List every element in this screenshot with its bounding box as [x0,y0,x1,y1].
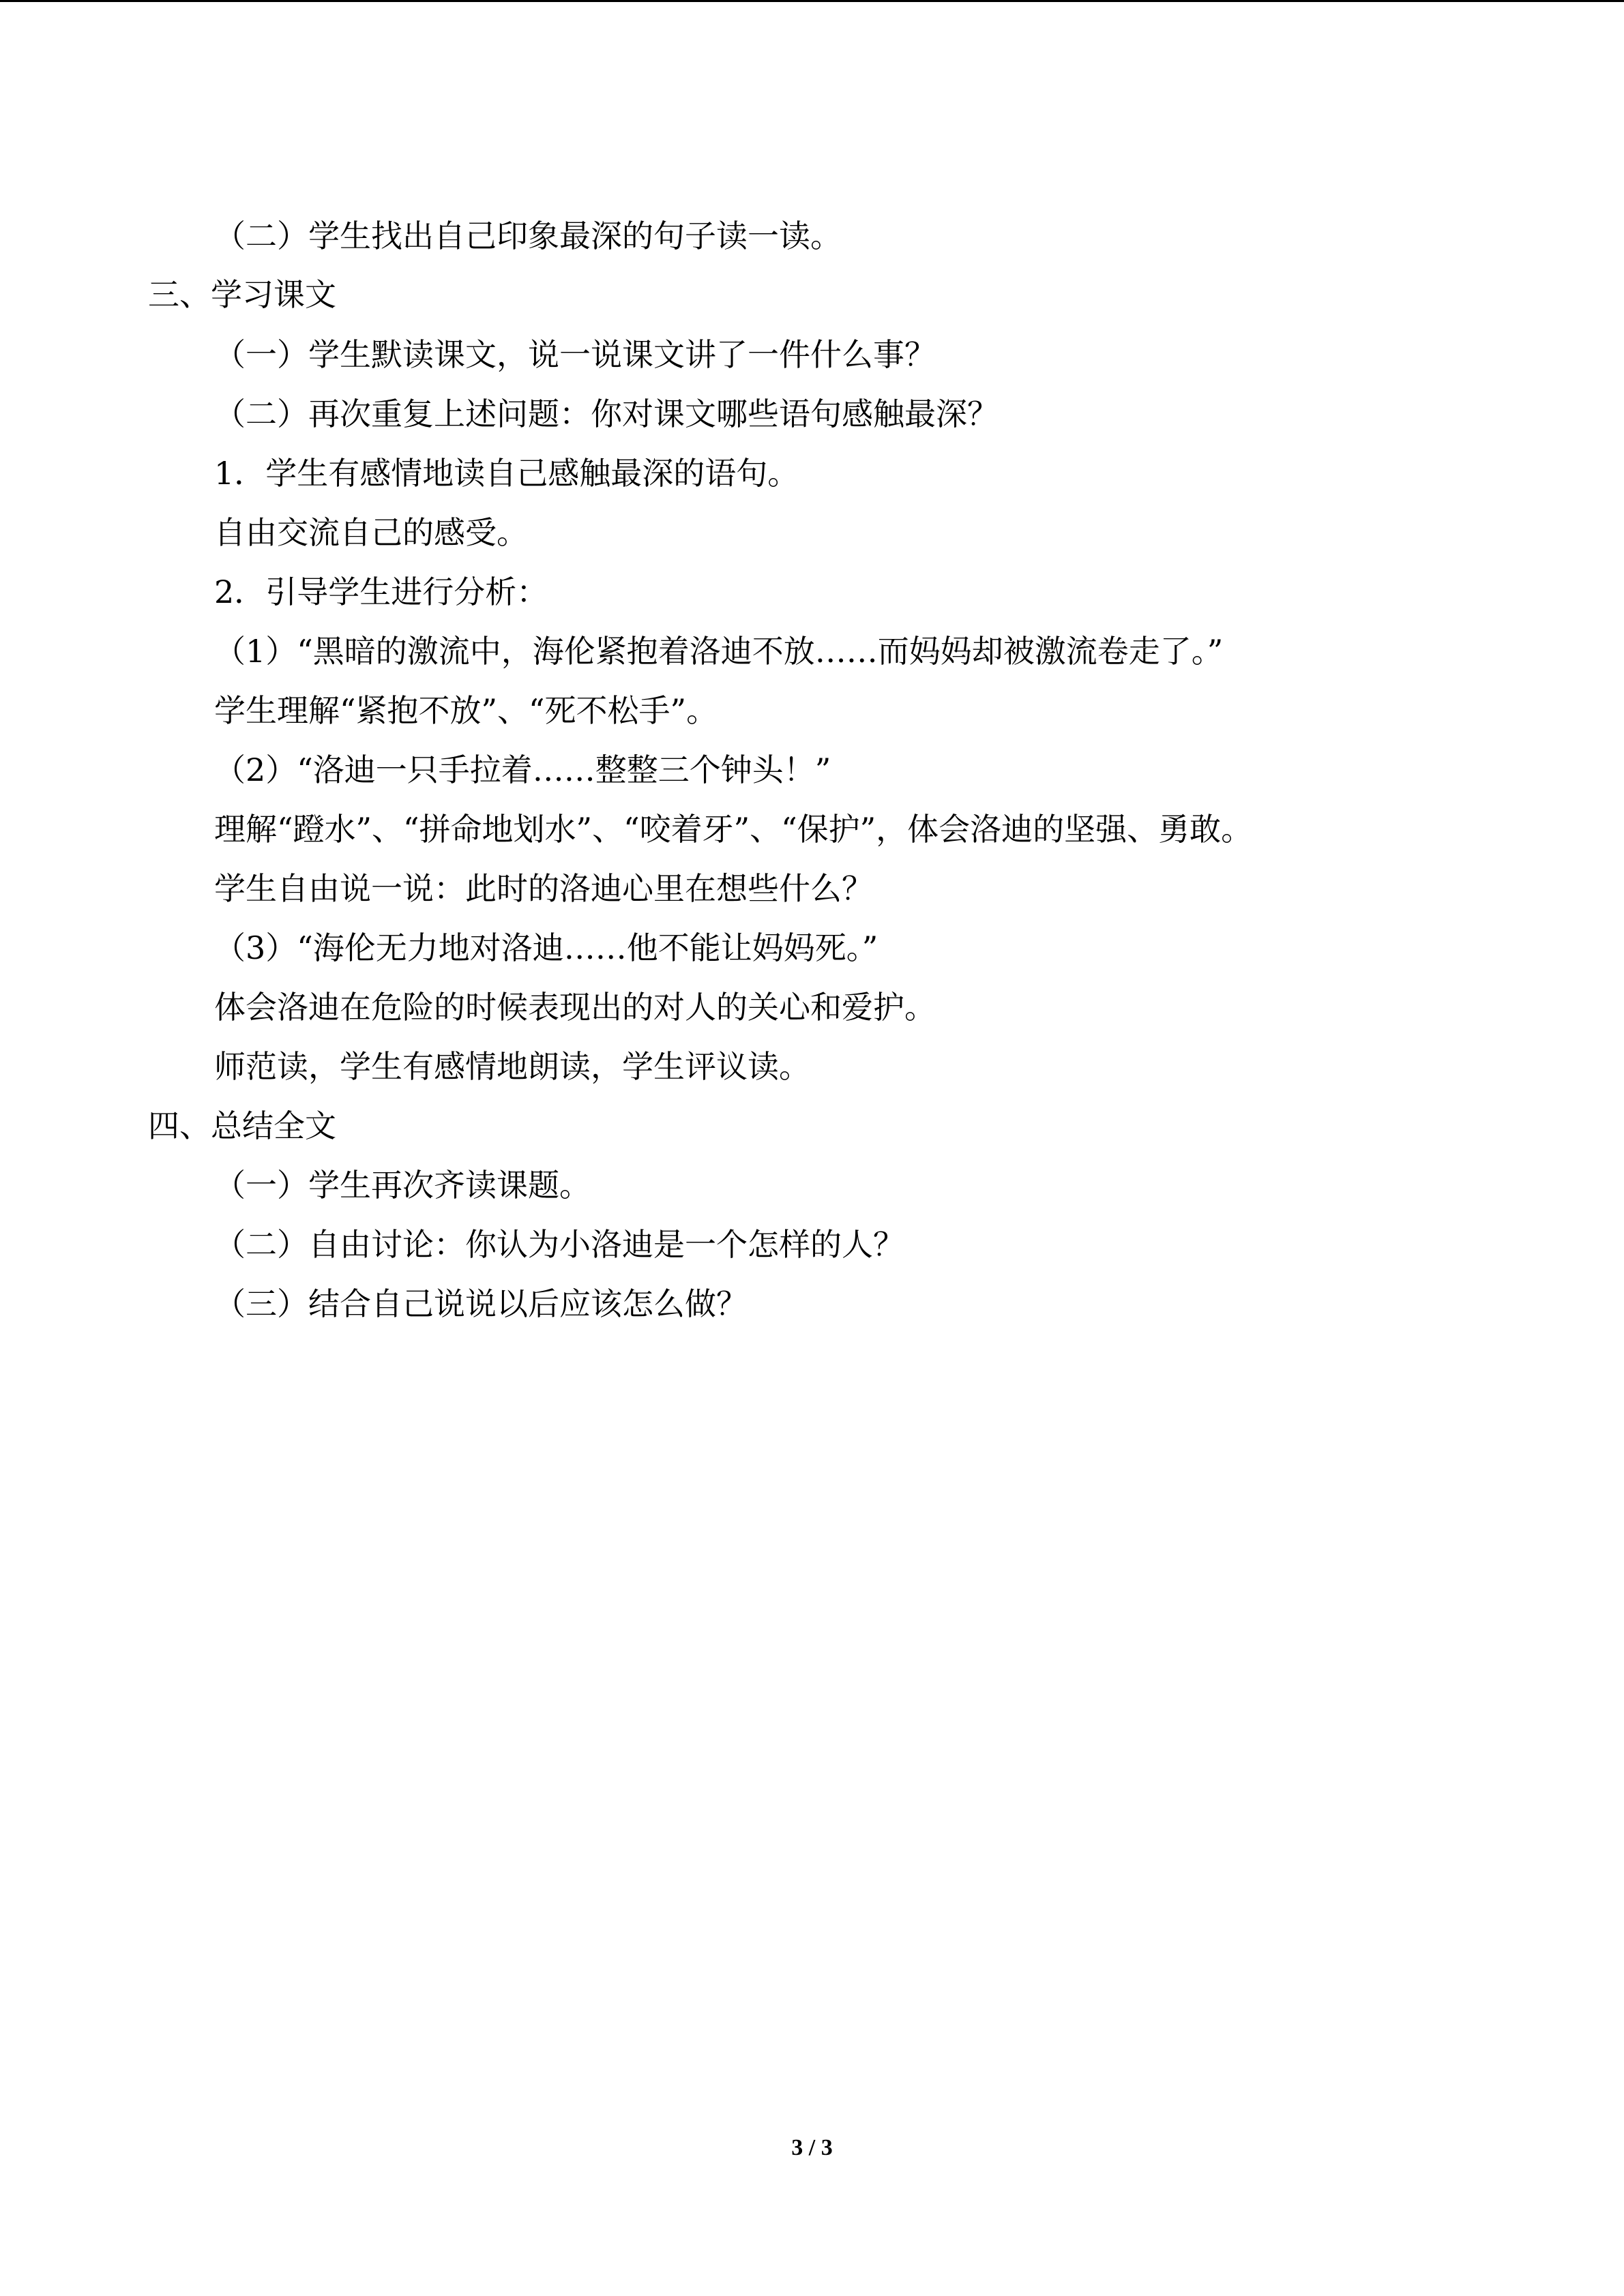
paragraph-line: 理解“蹬水”、“拼命地划水”、“咬着牙”、“保护”，体会洛迪的坚强、勇敢。 [214,811,1253,848]
section-heading: 四、总结全文 [148,1107,336,1144]
paragraph-line: （1）“黑暗的激流中，海伦紧抱着洛迪不放……而妈妈却被激流卷走了。” [214,633,1224,670]
paragraph-line: （2）“洛迪一只手拉着……整整三个钟头！” [214,751,831,788]
paragraph-line: 自由交流自己的感受。 [214,514,528,551]
paragraph-line: 体会洛迪在危险的时候表现出的对人的关心和爱护。 [214,989,936,1026]
paragraph-line: （二）再次重复上述问题：你对课文哪些语句感触最深？ [214,396,999,432]
paragraph-line: （二）学生找出自己印象最深的句子读一读。 [214,218,842,254]
paragraph-line: （一）学生再次齐读课题。 [214,1167,591,1204]
paragraph-line: （一）学生默读课文，说一说课文讲了一件什么事？ [214,336,936,373]
paragraph-line: （3）“海伦无力地对洛迪……他不能让妈妈死。” [214,929,879,966]
paragraph-line: （二）自由讨论：你认为小洛迪是一个怎样的人？ [214,1226,904,1263]
paragraph-line: 2．引导学生进行分析： [214,573,548,610]
paragraph-line: 1．学生有感情地读自己感触最深的语句。 [214,455,799,492]
paragraph-line: 师范读，学生有感情地朗读，学生评议读。 [214,1048,810,1085]
page-top-border [0,0,1624,2]
paragraph-line: 学生理解“紧抱不放”、“死不松手”。 [214,692,718,729]
section-heading: 三、学习课文 [148,276,336,313]
paragraph-line: （三）结合自己说说以后应该怎么做？ [214,1285,748,1322]
paragraph-line: 学生自由说一说：此时的洛迪心里在想些什么？ [214,870,873,907]
page-number: 3 / 3 [791,2135,833,2160]
